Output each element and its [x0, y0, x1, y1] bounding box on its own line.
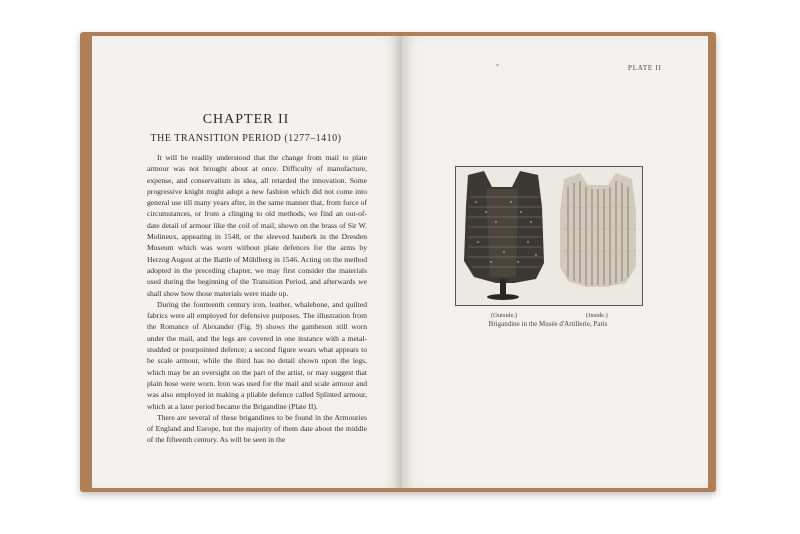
plate-caption: Brigandine in the Musée d'Artillerie, Paris — [488, 320, 608, 328]
ornament-mark: * — [496, 64, 499, 70]
paragraph: It will be readily understood that the change from mail to plate armour was not brought about at once. Difficulty of manufacture, expense, and conservatism in idea, all retarded the innovation. Some progressive knight might adopt a new fashion which did not come into general use till many years after, in the same manner that, from force of circumstances, or from a clinging to old methods, we find an out-of-date detail of armour like the coil of mail, shown on the brass of Sir W. Molineux, appearing in 1548, or the sleeved hauberk in the Dresden Museum which was worn without plate defences for the arms by Herzog August at the Battle of Mühlberg in 1546. Acting on the method adopted in the preceding chapter, we may first consider the materials used during the beginning of the Transition Period, and afterwards we shall show how those materials were made up. — [147, 153, 367, 298]
brigandine-inside — [560, 173, 636, 287]
paragraph: During the fourteenth century iron, leather, whalebone, and quilted fabrics were all employed for defensive purposes. The illustration from the Romance of Alexander (Fig. 9) shows the gambeson still worn under the mail, and the legs are covered in one instance with a metal-studded or pourpointed defence; a second figure wears what appears to be scale armour, while the third has no detail shown upon the legs, which may be an oversight on the part of the artist, or may suggest that plain hose were worn. Iron was used for the mail and scale armour and was also employed in making a pliable defence called Splinted armour, which at a later period became the Brigandine (Plate II). — [147, 299, 367, 411]
brigandine-photograph — [455, 166, 643, 306]
caption-inside: (Inside.) — [586, 312, 608, 319]
caption-outside: (Outside.) — [491, 312, 518, 319]
chapter-subtitle: THE TRANSITION PERIOD (1277–1410) — [150, 133, 342, 144]
chapter-heading: CHAPTER II — [202, 112, 290, 127]
plate-label: PLATE II — [628, 64, 662, 72]
brigandine-illustration — [456, 167, 642, 305]
paragraph: There are several of these brigandines to be found in the Armouries of England and Europe, but the majority of them date about the middle of the fifteenth century. As will be seen in the — [147, 412, 367, 445]
book-gutter — [398, 36, 404, 488]
body-text — [147, 152, 367, 446]
